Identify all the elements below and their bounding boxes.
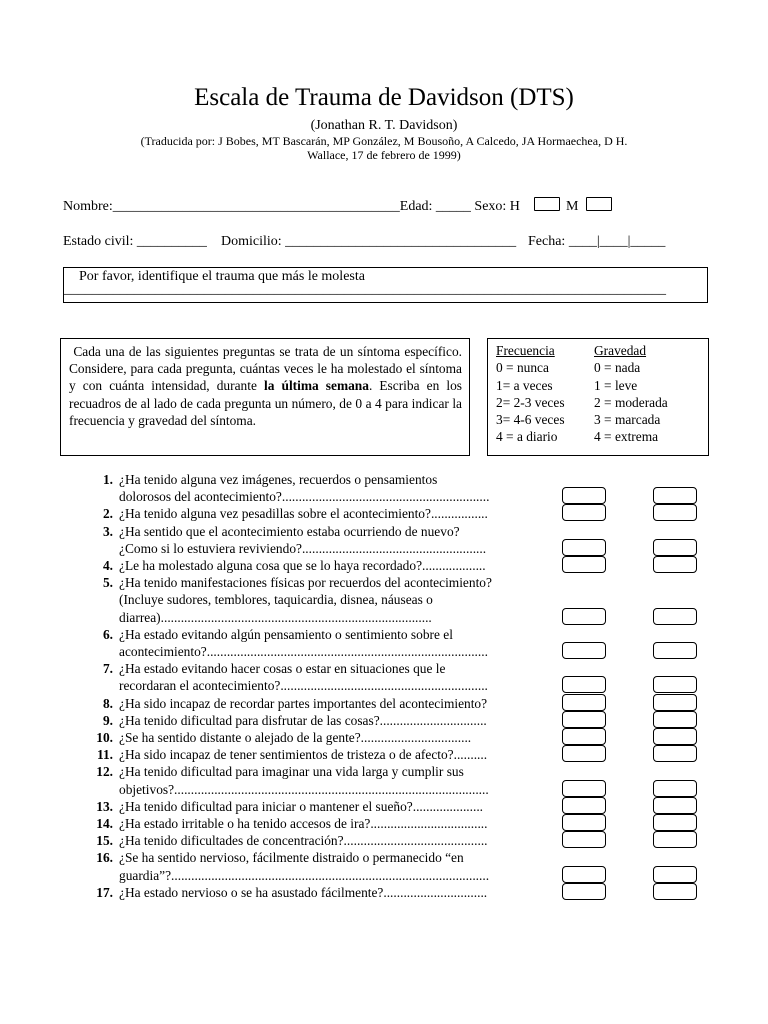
gravedad-answer-box[interactable] bbox=[653, 711, 697, 728]
question-text bbox=[119, 849, 539, 883]
gravedad-item: 4 = extrema bbox=[594, 429, 659, 445]
frecuencia-column bbox=[496, 342, 565, 446]
question-text-line: ¿Ha sentido que el acontecimiento estaba ocurriendo de nuevo? bbox=[119, 523, 460, 539]
question-text-line: ¿Ha tenido alguna vez imágenes, recuerdos o pensamientos bbox=[119, 472, 438, 487]
question-text bbox=[119, 471, 539, 505]
domicilio-field[interactable]: Domicilio: _________________________________ bbox=[221, 234, 517, 249]
gravedad-column bbox=[594, 342, 668, 446]
frecuencia-header: Frecuencia bbox=[496, 343, 555, 358]
question-text-line: recordaran el acontecimiento?.............................................................. bbox=[119, 678, 488, 694]
frecuencia-answer-box[interactable] bbox=[562, 728, 606, 745]
gravedad-item: 3 = marcada bbox=[594, 412, 661, 428]
question-number: 8. bbox=[102, 695, 113, 711]
trauma-prompt: Por favor, identifique el trauma que más le molesta bbox=[79, 269, 365, 284]
question-number: 12. bbox=[96, 764, 113, 780]
question-text-line: ¿Se ha sentido nervioso, fácilmente distraido o permanecido “en bbox=[119, 850, 464, 866]
frecuencia-answer-box[interactable] bbox=[562, 539, 606, 556]
fecha-field[interactable]: Fecha: ____|____|_____ bbox=[528, 234, 666, 249]
question-text-line: ¿Se ha sentido distante o alejado de la gente?................................. bbox=[119, 730, 472, 745]
frecuencia-answer-box[interactable] bbox=[562, 883, 606, 900]
instructions-part-2: . Escriba en los recuadros de al lado de cada pregunta un número, de 0 a 4 para indicar la frecuencia y gravedad del síntoma. bbox=[69, 378, 462, 428]
sexo-m-label: M bbox=[566, 199, 579, 214]
question-number: 4. bbox=[102, 558, 113, 573]
question-text bbox=[119, 746, 539, 763]
question-text-line: acontecimiento?.................................................................................... bbox=[119, 644, 488, 659]
question-number: 15. bbox=[96, 833, 113, 849]
question-number: 3. bbox=[102, 523, 113, 539]
rating-scale-box bbox=[487, 338, 709, 456]
question-item bbox=[60, 746, 540, 763]
frecuencia-item: 4 = a diario bbox=[496, 429, 558, 445]
question-number: 2. bbox=[102, 506, 113, 522]
question-item bbox=[60, 849, 540, 883]
question-item bbox=[60, 729, 540, 746]
question-text-line: ¿Ha tenido alguna vez pesadillas sobre el acontecimiento?................. bbox=[119, 506, 488, 522]
gravedad-answer-box[interactable] bbox=[653, 814, 697, 831]
instructions-text bbox=[69, 343, 462, 429]
gravedad-answer-box[interactable] bbox=[653, 728, 697, 745]
frecuencia-answer-box[interactable] bbox=[562, 745, 606, 762]
gravedad-answer-box[interactable] bbox=[653, 745, 697, 762]
question-text bbox=[119, 884, 539, 901]
question-text-line: ¿Le ha molestado alguna cosa que se lo haya recordado?................... bbox=[119, 558, 486, 573]
question-number: 6. bbox=[102, 626, 113, 642]
document-author: (Jonathan R. T. Davidson) bbox=[310, 118, 458, 133]
question-number: 7. bbox=[102, 661, 113, 677]
sexo-h-checkbox[interactable] bbox=[534, 197, 560, 211]
question-text-line: (Incluye sudores, temblores, taquicardia, disnea, náuseas o bbox=[119, 592, 433, 608]
question-number: 9. bbox=[102, 712, 113, 728]
gravedad-answer-box[interactable] bbox=[653, 694, 697, 711]
question-text-line: ¿Ha estado irritable o ha tenido accesos de ira?................................... bbox=[119, 816, 488, 831]
question-item bbox=[60, 798, 540, 815]
credit-line-1: (Traducida por: J Bobes, MT Bascarán, MP González, M Bousoño, A Calcedo, JA Hormaechea, D H. bbox=[140, 134, 628, 148]
question-text-line: objetivos?.............................................................................................. bbox=[119, 781, 489, 797]
trauma-identification-box[interactable] bbox=[63, 267, 708, 303]
question-item bbox=[60, 557, 540, 574]
frecuencia-answer-box[interactable] bbox=[562, 556, 606, 573]
question-item bbox=[60, 626, 540, 660]
instructions-box bbox=[60, 338, 470, 456]
frecuencia-item: 0 = nunca bbox=[496, 360, 549, 376]
gravedad-item: 1 = leve bbox=[594, 377, 638, 393]
frecuencia-answer-box[interactable] bbox=[562, 814, 606, 831]
question-text-line: guardia”?............................................................................................... bbox=[119, 867, 490, 883]
question-text bbox=[119, 798, 539, 815]
question-text-line: ¿Ha tenido dificultades de concentración?........................................... bbox=[119, 833, 488, 849]
question-number: 5. bbox=[102, 575, 113, 591]
document-title: Escala de Trauma de Davidson (DTS) bbox=[194, 84, 574, 111]
question-text bbox=[119, 557, 539, 574]
question-item bbox=[60, 471, 540, 505]
question-text-line: ¿Como si lo estuviera reviviendo?....................................................... bbox=[119, 540, 487, 556]
question-item bbox=[60, 815, 540, 832]
question-text bbox=[119, 574, 539, 626]
translation-credit bbox=[130, 134, 638, 162]
question-text bbox=[119, 660, 539, 694]
question-number: 17. bbox=[96, 884, 113, 900]
question-item bbox=[60, 695, 540, 712]
frecuencia-answer-box[interactable] bbox=[562, 608, 606, 625]
gravedad-item: 0 = nada bbox=[594, 360, 641, 376]
question-text-line: ¿Ha tenido dificultad para iniciar o mantener el sueño?..................... bbox=[119, 798, 484, 814]
instructions-bold: la última semana bbox=[263, 378, 369, 394]
gravedad-answer-box[interactable] bbox=[653, 608, 697, 625]
question-item bbox=[60, 574, 540, 626]
question-text bbox=[119, 763, 539, 797]
question-number: 14. bbox=[96, 816, 113, 831]
frecuencia-item: 3= 4-6 veces bbox=[496, 412, 565, 428]
question-text-line: ¿Ha tenido dificultad para disfrutar de las cosas?................................ bbox=[119, 712, 487, 728]
question-item bbox=[60, 505, 540, 522]
gravedad-answer-box[interactable] bbox=[653, 866, 697, 883]
frecuencia-answer-box[interactable] bbox=[562, 487, 606, 504]
gravedad-item: 2 = moderada bbox=[594, 394, 668, 410]
gravedad-answer-box[interactable] bbox=[653, 487, 697, 504]
question-text bbox=[119, 626, 539, 660]
gravedad-answer-box[interactable] bbox=[653, 504, 697, 521]
question-number: 1. bbox=[102, 472, 113, 487]
frecuencia-answer-box[interactable] bbox=[562, 504, 606, 521]
question-number: 13. bbox=[96, 798, 113, 814]
question-text bbox=[119, 523, 539, 557]
question-number: 16. bbox=[96, 850, 113, 866]
question-item bbox=[60, 884, 540, 901]
frecuencia-answer-box[interactable] bbox=[562, 831, 606, 848]
nombre-edad-sexo-line: Nombre:_________________________________________Edad: _____ Sexo: H bbox=[63, 199, 520, 214]
question-text-line: ¿Ha tenido manifestaciones físicas por recuerdos del acontecimiento? bbox=[119, 575, 492, 591]
question-text-line: diarrea)................................................................................. bbox=[119, 609, 432, 625]
question-text bbox=[119, 832, 539, 849]
gravedad-answer-box[interactable] bbox=[653, 556, 697, 573]
question-text-line: ¿Ha sido incapaz de tener sentimientos de tristeza o de afecto?.......... bbox=[119, 747, 488, 763]
gravedad-answer-box[interactable] bbox=[653, 642, 697, 659]
question-number: 11. bbox=[97, 747, 113, 763]
question-text-line: ¿Ha estado evitando hacer cosas o estar en situaciones que le bbox=[119, 661, 446, 677]
credit-line-2: Wallace, 17 de febrero de 1999) bbox=[307, 148, 461, 162]
frecuencia-answer-box[interactable] bbox=[562, 694, 606, 711]
frecuencia-answer-box[interactable] bbox=[562, 676, 606, 693]
question-item bbox=[60, 712, 540, 729]
question-item bbox=[60, 763, 540, 797]
question-text-line: dolorosos del acontecimiento?.............................................................. bbox=[119, 489, 490, 505]
question-text bbox=[119, 712, 539, 729]
trauma-answer-line[interactable]: ______________________________________________________________________________________ bbox=[64, 282, 666, 297]
instructions-part-1: Cada una de las siguientes preguntas se trata de un síntoma específico. Considere, para cada pregunta, cuántas veces le ha molestado el síntoma y con cuánta intensidad, durante bbox=[69, 344, 462, 394]
gravedad-answer-box[interactable] bbox=[653, 676, 697, 693]
question-text bbox=[119, 729, 539, 746]
question-item bbox=[60, 523, 540, 557]
gravedad-answer-box[interactable] bbox=[653, 539, 697, 556]
question-text-line: ¿Ha sido incapaz de recordar partes importantes del acontecimiento? bbox=[119, 695, 488, 711]
gravedad-answer-box[interactable] bbox=[653, 780, 697, 797]
frecuencia-answer-box[interactable] bbox=[562, 780, 606, 797]
question-text-line: ¿Ha tenido dificultad para imaginar una vida larga y cumplir sus bbox=[119, 764, 464, 780]
gravedad-answer-box[interactable] bbox=[653, 831, 697, 848]
gravedad-answer-box[interactable] bbox=[653, 883, 697, 900]
sexo-m-checkbox[interactable] bbox=[586, 197, 612, 211]
gravedad-answer-box[interactable] bbox=[653, 797, 697, 814]
frecuencia-answer-box[interactable] bbox=[562, 866, 606, 883]
question-text bbox=[119, 695, 539, 712]
frecuencia-answer-box[interactable] bbox=[562, 711, 606, 728]
question-item bbox=[60, 832, 540, 849]
question-text bbox=[119, 815, 539, 832]
frecuencia-item: 2= 2-3 veces bbox=[496, 394, 565, 410]
question-item bbox=[60, 660, 540, 694]
frecuencia-answer-box[interactable] bbox=[562, 797, 606, 814]
frecuencia-item: 1= a veces bbox=[496, 377, 553, 393]
question-number: 10. bbox=[96, 730, 113, 745]
question-text-line: ¿Ha estado nervioso o se ha asustado fácilmente?............................... bbox=[119, 884, 488, 900]
gravedad-header: Gravedad bbox=[594, 343, 647, 358]
estado-civil-field[interactable]: Estado civil: __________ bbox=[63, 234, 207, 249]
question-text bbox=[119, 505, 539, 522]
frecuencia-answer-box[interactable] bbox=[562, 642, 606, 659]
question-text-line: ¿Ha estado evitando algún pensamiento o sentimiento sobre el bbox=[119, 626, 453, 642]
